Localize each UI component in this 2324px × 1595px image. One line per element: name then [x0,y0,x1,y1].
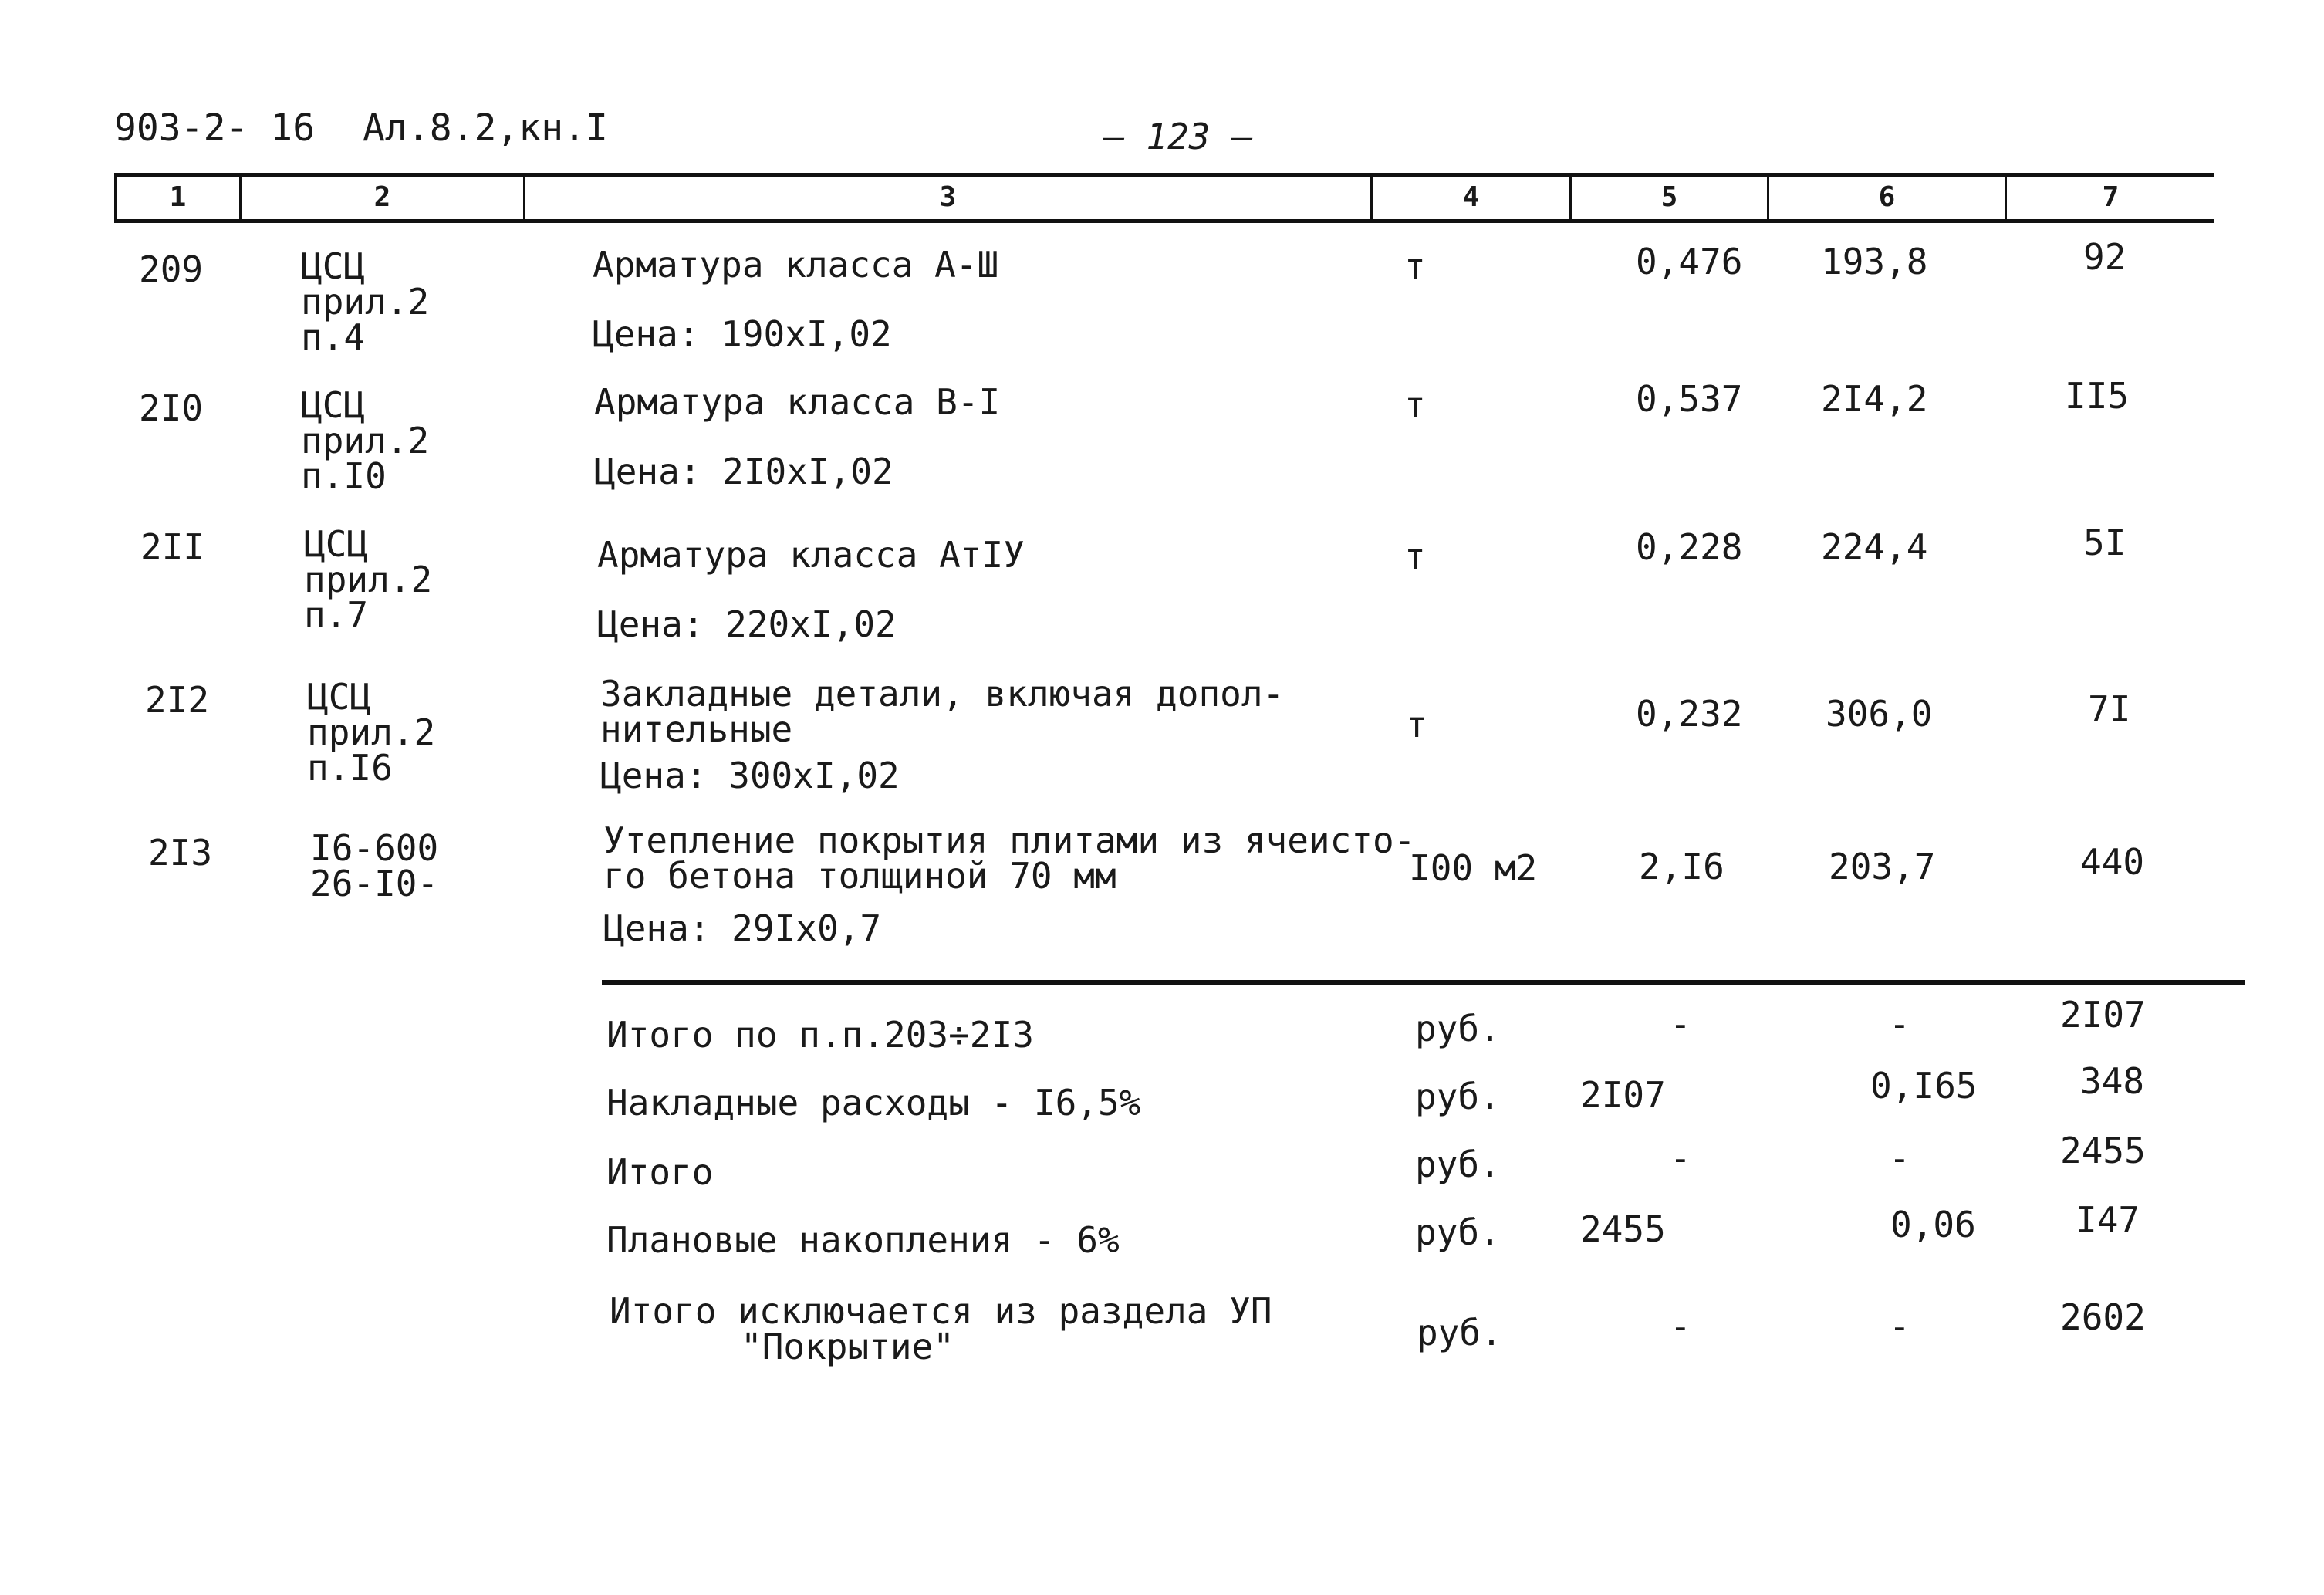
row-total: 92 [2083,236,2126,278]
row-price: Цена: 29Ix0,7 [603,907,882,949]
row-unit-cost: 306,0 [1826,693,1933,735]
summary-col6: 0,06 [1890,1204,1976,1245]
column-header-6: 6 [1878,181,1896,213]
page-number: — 123 — [1103,116,1253,157]
row-description: Арматура класса АтIУ [597,534,1025,576]
row-total: II5 [2065,375,2130,417]
row-unit: т [1404,384,1426,426]
summary-unit: руб. [1415,1211,1501,1253]
row-number: 2I2 [145,679,210,721]
row-number: 2I0 [139,387,204,429]
summary-label: Накладные расходы - I6,5% [606,1082,1141,1124]
row-price: Цена: 300xI,02 [600,755,900,796]
row-total: 5I [2083,522,2126,563]
summary-unit: руб. [1415,1144,1501,1185]
row-reference: ЦСЦ прил.2 п.I0 [301,384,430,497]
row-unit: I00 м2 [1409,847,1538,889]
row-quantity: 2,I6 [1639,846,1724,887]
summary-col7: 2455 [2060,1130,2146,1171]
summary-label: Плановые накопления - 6% [606,1219,1120,1261]
row-reference: I6-600 26-I0- [310,827,439,904]
row-number: 2II [140,526,205,568]
row-price: Цена: 2I0xI,02 [594,451,893,492]
document-code: 903-2- 16 [114,106,316,150]
row-description: Арматура класса В-I [594,381,1001,423]
summary-col7: I47 [2076,1199,2140,1241]
row-total: 7I [2088,688,2131,730]
row-unit-cost: 203,7 [1829,846,1936,887]
column-header-3: 3 [939,181,957,213]
row-description: Закладные детали, включая допол- нительные [600,673,1285,750]
column-header-2: 2 [373,181,391,213]
row-number: 209 [139,248,204,290]
row-quantity: 0,476 [1636,241,1743,282]
row-reference: ЦСЦ прил.2 п.I6 [307,676,436,789]
summary-col5: - [1670,1137,1691,1179]
summary-label: Итого [606,1151,714,1193]
summary-divider [602,980,2245,985]
summary-unit: руб. [1417,1312,1502,1353]
summary-unit: руб. [1415,1076,1501,1117]
column-header-7: 7 [2102,181,2120,213]
row-quantity: 0,228 [1636,526,1743,568]
row-reference: ЦСЦ прил.2 п.7 [304,523,433,636]
row-quantity: 0,537 [1636,378,1743,420]
summary-label: Итого исключается из раздела УП "Покрытие" [610,1290,1272,1367]
summary-col7: 2I07 [2060,994,2146,1036]
row-price: Цена: 190xI,02 [593,313,892,355]
summary-col6: 0,I65 [1870,1065,1978,1107]
row-description: Утепление покрытия плитами из ячеисто- го бетона толщиной 70 мм [603,819,1416,897]
album-reference: Ал.8.2,кн.I [363,106,608,150]
row-total: 440 [2080,841,2145,883]
row-price: Цена: 220xI,02 [597,603,897,645]
row-unit: т [1406,704,1427,745]
summary-col5: - [1670,1003,1691,1045]
row-quantity: 0,232 [1636,693,1743,735]
row-unit-cost: 2I4,2 [1821,378,1928,420]
summary-label: Итого по п.п.203÷2I3 [606,1014,1034,1056]
summary-col5: - [1670,1306,1691,1347]
summary-col5: 2I07 [1580,1074,1666,1116]
summary-col6: - [1889,1306,1910,1347]
row-unit: т [1404,245,1426,287]
row-reference: ЦСЦ прил.2 п.4 [301,245,430,358]
summary-col6: - [1889,1137,1910,1179]
summary-unit: руб. [1415,1008,1501,1049]
summary-col5: 2455 [1580,1208,1666,1250]
column-header-4: 4 [1462,181,1480,213]
summary-col7: 348 [2080,1060,2145,1102]
row-unit-cost: 224,4 [1821,526,1928,568]
summary-col7: 2602 [2060,1296,2146,1338]
summary-col6: - [1889,1003,1910,1045]
row-number: 2I3 [148,832,213,874]
row-unit-cost: 193,8 [1821,241,1928,282]
column-header-5: 5 [1660,181,1678,213]
row-description: Арматура класса А-Ш [593,244,999,286]
row-unit: т [1404,536,1426,577]
column-header-1: 1 [169,181,187,213]
